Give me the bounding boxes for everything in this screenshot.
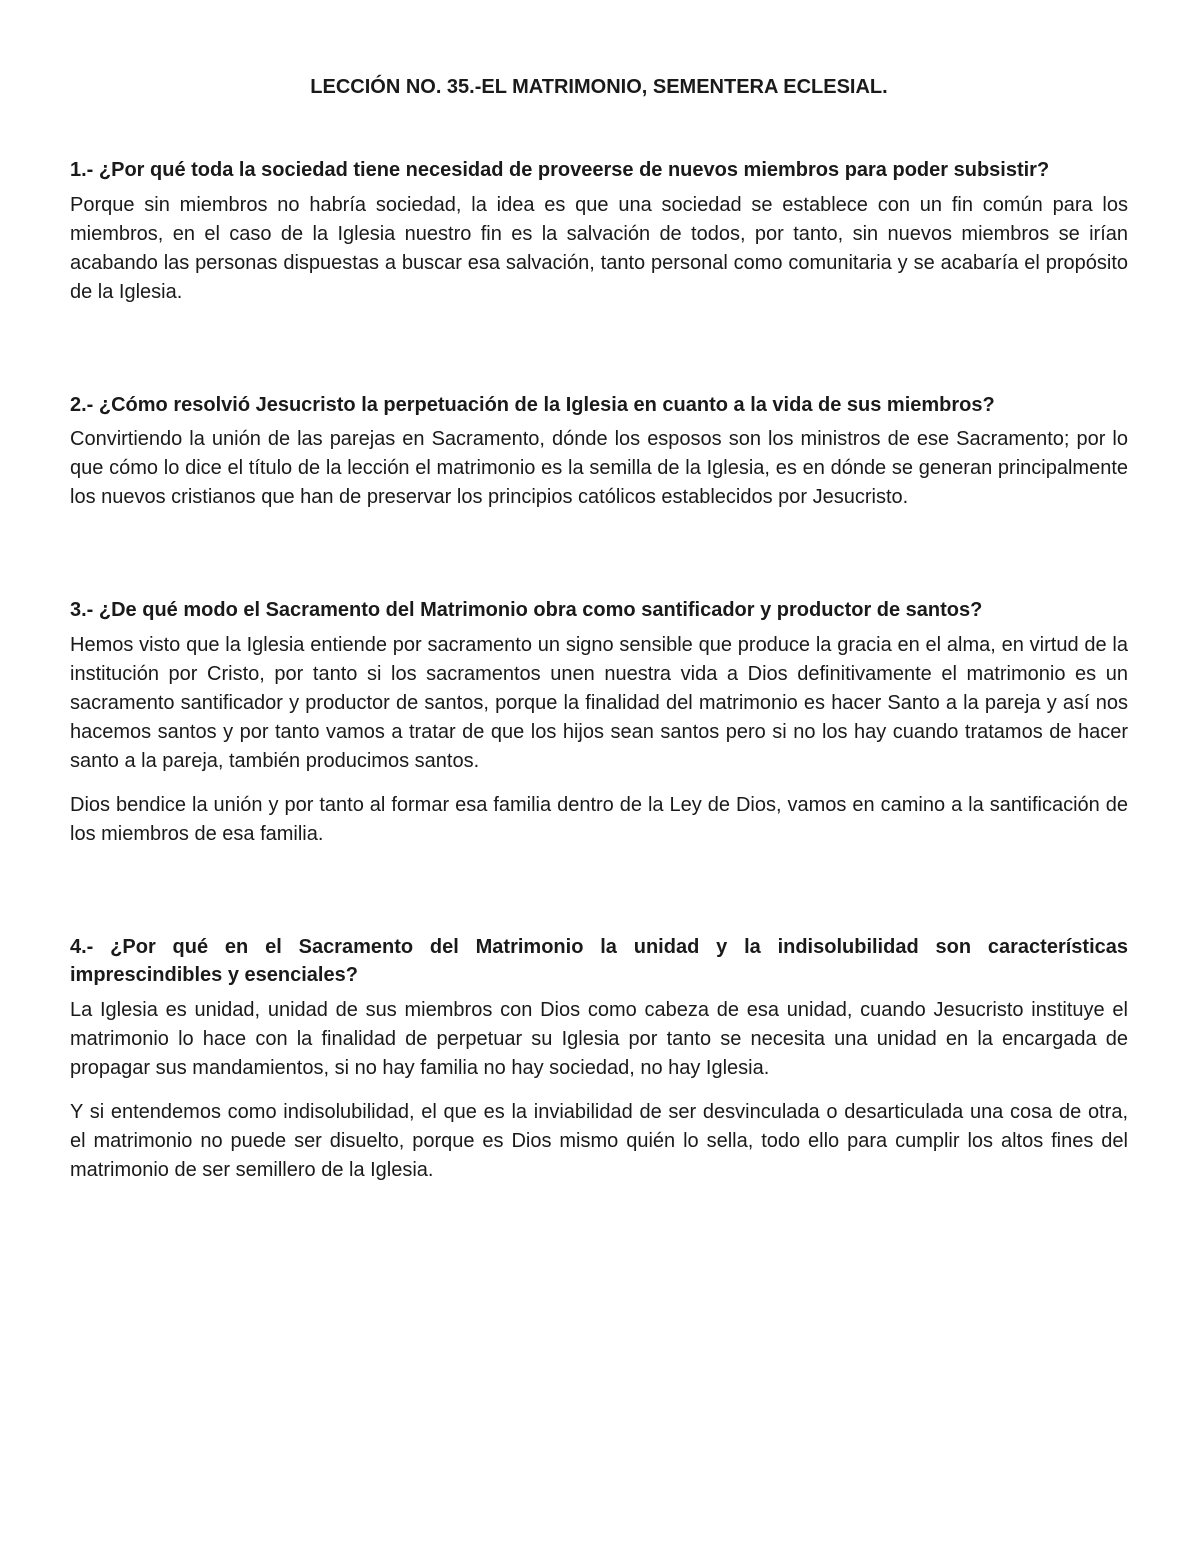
- answer-1-paragraph-1: Porque sin miembros no habría sociedad, la idea es que una sociedad se establece con un fin común para los miembros, en el caso de la Iglesia nuestro fin es la salvación de todos, por tanto, sin nuevos miembros se irían acabando las personas dispuestas a buscar esa salvación, tanto personal como comunitaria y se acabaría el propósito de la Iglesia.: [70, 193, 1128, 303]
- answer-4-paragraph-1: La Iglesia es unidad, unidad de sus miembros con Dios como cabeza de esa unidad, cuando Jesucristo instituye el matrimonio lo hace con la finalidad de perpetuar su Iglesia por tanto se necesita una unidad en la encargada de propagar sus mandamientos, si no hay familia no hay sociedad, no hay Iglesia.: [70, 998, 1128, 1079]
- question-2: 2.- ¿Cómo resolvió Jesucristo la perpetuación de la Iglesia en cuanto a la vida de sus miembros?: [70, 393, 995, 416]
- answer-3-paragraph-2: Dios bendice la unión y por tanto al formar esa familia dentro de la Ley de Dios, vamos en camino a la santificación de los miembros de esa familia.: [70, 793, 1128, 845]
- question-section-3: [70, 596, 1128, 849]
- question-4: 4.- ¿Por qué en el Sacramento del Matrimonio la unidad y la indisolubilidad son características imprescindibles y esenciales?: [70, 935, 1128, 986]
- answer-4-paragraph-2: Y si entendemos como indisolubilidad, el que es la inviabilidad de ser desvinculada o desarticulada una cosa de otra, el matrimonio no puede ser disuelto, porque es Dios mismo quién lo sella, todo ello para cumplir los altos fines del matrimonio de ser semillero de la Iglesia.: [70, 1100, 1128, 1181]
- question-section-4: [70, 933, 1128, 1185]
- answer-3-paragraph-1: Hemos visto que la Iglesia entiende por sacramento un signo sensible que produce la gracia en el alma, en virtud de la institución por Cristo, por tanto si los sacramentos unen nuestra vida a Dios definitivamente el matrimonio es un sacramento santificador y productor de santos, porque la finalidad del matrimonio es hacer Santo a la pareja y así nos hacemos santos y por tanto vamos a tratar de que los hijos sean santos pero si no los hay cuando tratamos de hacer santo a la pareja, también producimos santos.: [70, 633, 1128, 772]
- question-section-2: [70, 391, 1128, 513]
- question-1: 1.- ¿Por qué toda la sociedad tiene necesidad de proveerse de nuevos miembros para poder subsistir?: [70, 159, 1050, 181]
- document-page: [70, 74, 1128, 1200]
- question-section-1: [70, 156, 1128, 307]
- answer-2-paragraph-1: Convirtiendo la unión de las parejas en Sacramento, dónde los esposos son los ministros de ese Sacramento; por lo que cómo lo dice el título de la lección el matrimonio es la semilla de la Iglesia, es en dónde se generan principalmente los nuevos cristianos que han de preservar los principios católicos establecidos por Jesucristo.: [70, 428, 1128, 508]
- document-title: LECCIÓN NO. 35.-EL MATRIMONIO, SEMENTERA ECLESIAL.: [310, 76, 888, 98]
- question-3: 3.- ¿De qué modo el Sacramento del Matrimonio obra como santificador y productor de santos?: [70, 599, 983, 621]
